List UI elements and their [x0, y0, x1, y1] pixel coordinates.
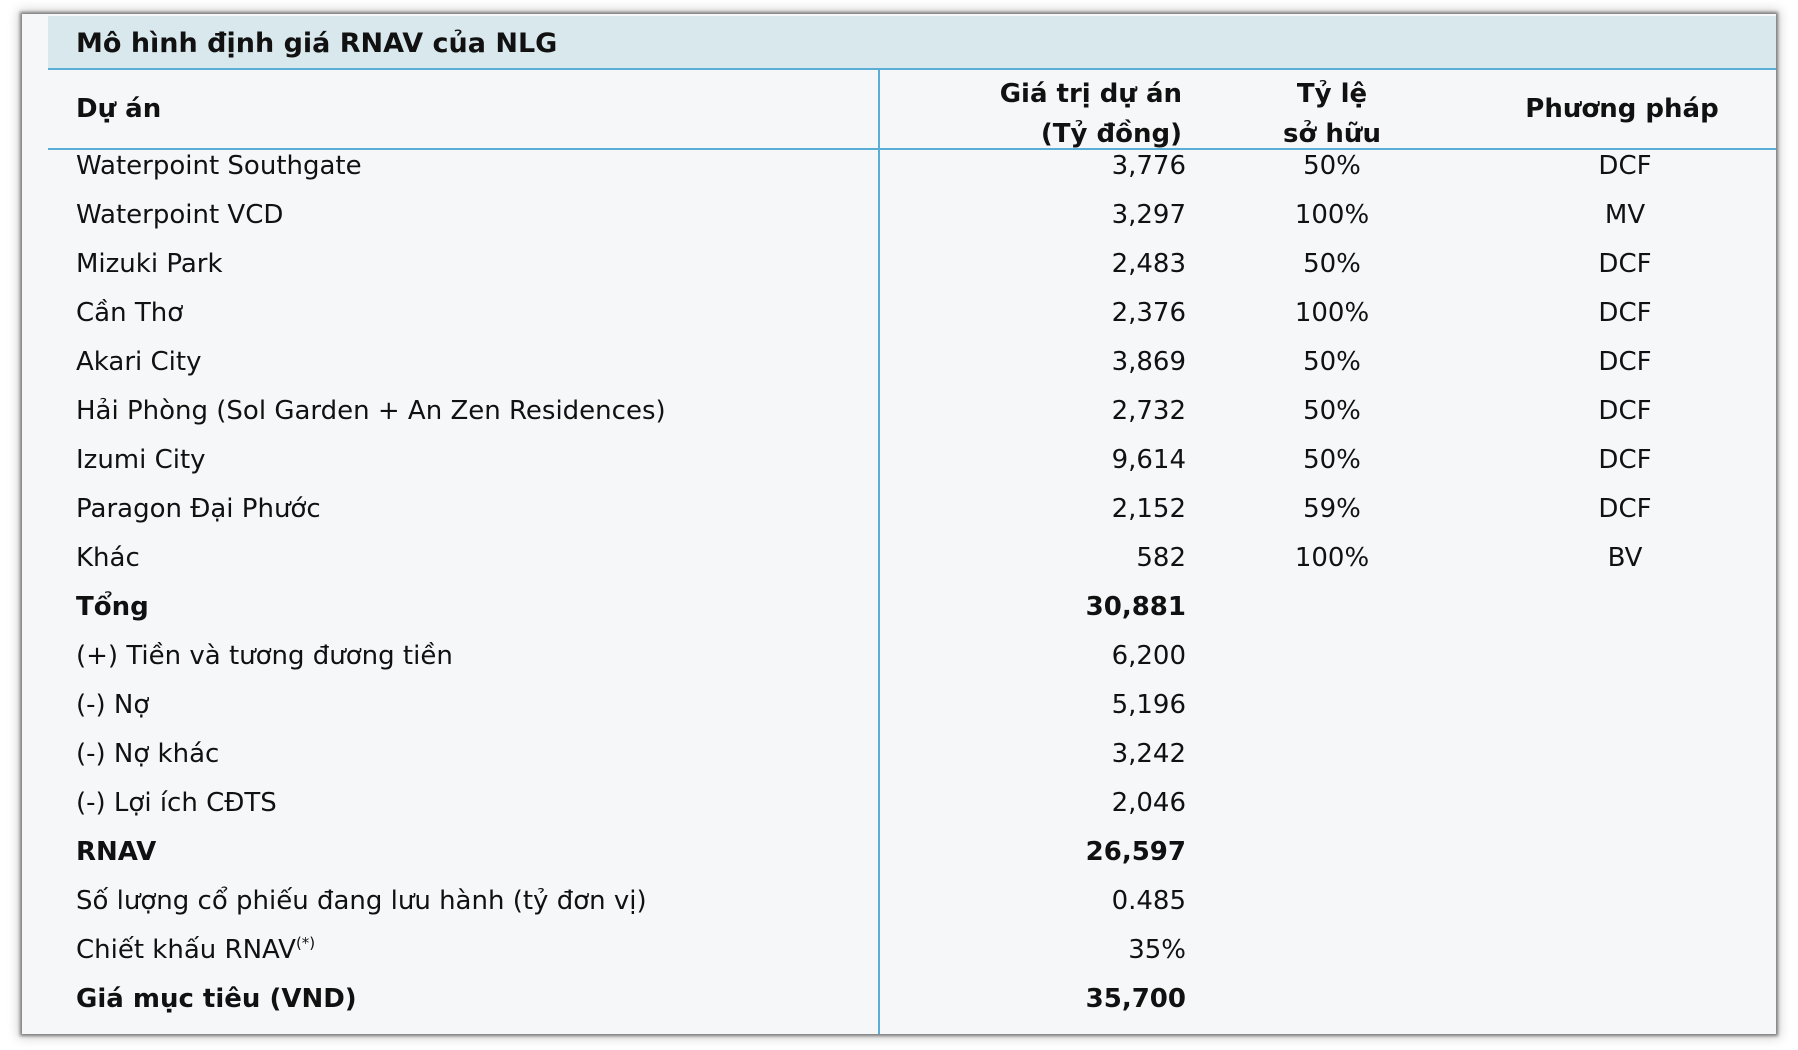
- table-row: [22, 681, 1776, 729]
- row-name: Akari City: [76, 347, 202, 377]
- row-ownership: 50%: [1303, 249, 1361, 279]
- row-name: RNAV: [76, 837, 157, 867]
- row-name: (+) Tiền và tương đương tiền: [76, 641, 453, 671]
- row-ownership: 50%: [1303, 396, 1361, 426]
- row-value: 2,152: [1111, 494, 1186, 524]
- header-ownership-line1: Tỷ lệ: [1296, 79, 1368, 109]
- row-ownership: 50%: [1303, 445, 1361, 475]
- table-row: [22, 779, 1776, 827]
- row-value: 2,046: [1111, 788, 1186, 818]
- row-ownership: 100%: [1294, 298, 1370, 328]
- header-ownership-line2: sở hữu: [1283, 119, 1381, 149]
- row-name: Hải Phòng (Sol Garden + An Zen Residences): [76, 396, 666, 426]
- row-name: Mizuki Park: [76, 249, 223, 279]
- table-row: [22, 534, 1776, 582]
- row-name: (-) Nợ: [76, 690, 150, 720]
- row-value: 3,242: [1111, 739, 1186, 769]
- row-value: 0.485: [1111, 886, 1186, 916]
- table-row: [22, 240, 1776, 288]
- row-value: 3,776: [1111, 151, 1186, 181]
- row-name: Giá mục tiêu (VND): [76, 984, 357, 1014]
- row-method: DCF: [1598, 396, 1652, 426]
- row-value: 5,196: [1111, 690, 1186, 720]
- row-name: (-) Nợ khác: [76, 739, 220, 769]
- table-row: [22, 632, 1776, 680]
- table-row: [22, 436, 1776, 484]
- row-value: 26,597: [1085, 837, 1186, 867]
- footnote-mark: (*): [295, 934, 316, 952]
- table-row: [22, 926, 1776, 974]
- table-row: [22, 877, 1776, 925]
- row-value: 35,700: [1085, 984, 1186, 1014]
- rnav-row: [22, 828, 1776, 876]
- row-method: BV: [1607, 543, 1643, 573]
- row-method: MV: [1604, 200, 1646, 230]
- table-title: Mô hình định giá RNAV của NLG: [76, 28, 558, 59]
- row-method: DCF: [1598, 249, 1652, 279]
- row-method: DCF: [1598, 298, 1652, 328]
- table-row: [22, 142, 1776, 190]
- target-price-row: [22, 975, 1776, 1023]
- row-name: Khác: [76, 543, 140, 573]
- row-name: Waterpoint VCD: [76, 200, 284, 230]
- row-ownership: 100%: [1294, 543, 1370, 573]
- row-value: 3,869: [1111, 347, 1186, 377]
- table-row: [22, 289, 1776, 337]
- table-row: [22, 191, 1776, 239]
- total-row: [22, 583, 1776, 631]
- row-ownership: 59%: [1303, 494, 1361, 524]
- row-name: Cần Thơ: [76, 298, 184, 328]
- row-value: 582: [1136, 543, 1186, 573]
- row-method: DCF: [1598, 151, 1652, 181]
- header-method: Phương pháp: [1525, 94, 1719, 124]
- row-value: 9,614: [1111, 445, 1186, 475]
- row-value: 35%: [1128, 935, 1186, 965]
- header-project: Dự án: [76, 94, 162, 124]
- row-name: Chiết khấu RNAV: [76, 935, 296, 965]
- row-ownership: 50%: [1303, 347, 1361, 377]
- table-row: [22, 730, 1776, 778]
- row-name: (-) Lợi ích CĐTS: [76, 788, 277, 818]
- row-value: 2,376: [1111, 298, 1186, 328]
- row-method: DCF: [1598, 347, 1652, 377]
- valuation-table: [22, 14, 1776, 1034]
- row-name: Tổng: [76, 592, 149, 622]
- row-ownership: 100%: [1294, 200, 1370, 230]
- table-row: [22, 338, 1776, 386]
- header-value-line2: (Tỷ đồng): [1040, 119, 1182, 149]
- row-value: 30,881: [1085, 592, 1186, 622]
- header-value-line1: Giá trị dự án: [999, 79, 1182, 109]
- row-method: DCF: [1598, 445, 1652, 475]
- row-name: Số lượng cổ phiếu đang lưu hành (tỷ đơn vị): [76, 886, 647, 916]
- row-value: 3,297: [1111, 200, 1186, 230]
- row-name: Waterpoint Southgate: [76, 151, 362, 181]
- row-name: Izumi City: [76, 445, 206, 475]
- row-value: 2,483: [1111, 249, 1186, 279]
- row-value: 2,732: [1111, 396, 1186, 426]
- row-name: Paragon Đại Phước: [76, 494, 321, 524]
- row-method: DCF: [1598, 494, 1652, 524]
- row-name-wrap: [76, 926, 315, 974]
- table-row: [22, 387, 1776, 435]
- table-row: [22, 485, 1776, 533]
- row-ownership: 50%: [1303, 151, 1361, 181]
- row-value: 6,200: [1111, 641, 1186, 671]
